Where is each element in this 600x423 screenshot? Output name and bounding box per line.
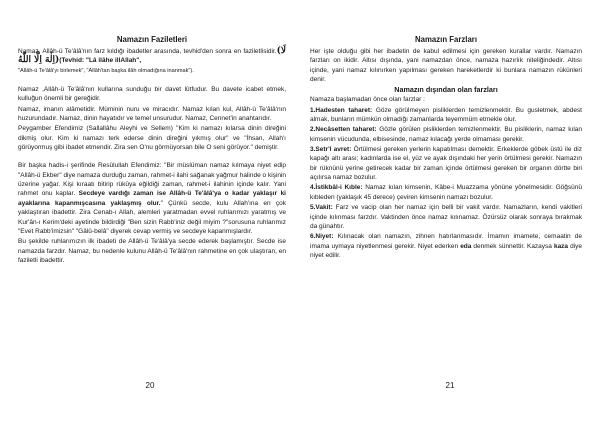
page-number: 21 <box>445 381 455 390</box>
paragraph-text: Namaz, Allâh-ü Te'âlâ'nın farz kıldığı ibadetler arasında, tevhid'den sonra en faziletlisidir. <box>18 48 277 55</box>
item-label: 4.İstikbâl-i Kıble: <box>310 184 363 192</box>
list-item <box>310 183 582 202</box>
item-text: denmek sünnettir. Kazaysa <box>471 242 554 250</box>
list-item <box>310 145 582 182</box>
paragraph <box>18 161 286 236</box>
right-page <box>300 0 600 423</box>
paragraph-text: Bir başka hadis-i şerifinde Resûlullah Efendimiz: "Bir müslüman namaz kılmaya niyet edip "Allâh-ü Ekber" diye namaza durduğu zaman, rahmet-i ilahi sağanak yağmur halinde o kişinin üzerine yağar. Kişi kıraatı bitirip rükûya eğildiği zaman, rahmet-i ilahinin içinde kalır. Yani rahmet onu kaplar. <box>18 162 287 198</box>
eda-word: eda <box>460 242 472 250</box>
paragraph: Her işte olduğu gibi her ibadetin de kabul edilmesi için gereken kurallar vardır. Namazın farzları on ikidir. Altısı dışında, yani namazdan önce, namaza hazırlık niteliğindedir. Altısı içinde, yani namaz kılınırken yapılması gereken hareketlerdir ki bunlara namazın rükünleri denir. <box>310 48 582 84</box>
paragraph-text: " Çünkü secde, kulu Allah'ına en çok yaklaştıran ibadettir. Zira Cenab-ı Allah, alemleri yaratmadan evvel ruhlarımızı yaratmış ve Kur'ân-ı Kerim'deki ayetinde bildirdiği "Ben sizin Rabb'iniz değil miyim ?"sorusuna ruhlarımız "Evet Rabb'imizsin" "Gâlû-belâ" diyerek cevap vermiş ve secdeye kapanmışlardır. <box>18 199 286 235</box>
arabic-text: (لَا اِلٰهَ اِلَّا اللّٰهُ) <box>18 46 286 66</box>
paragraph-note: "Allâh-ü Te'âlâ'yı birlemek", "Allâh'tan başka ilâh olmadığına inanmak"). <box>18 67 194 74</box>
item-label: 1.Hadesten taharet: <box>310 106 373 114</box>
list-item <box>310 106 582 125</box>
paragraph: Peygamber Efendimiz (Sallallâhu Aleyhi ve Sellem) "Kim ki namazı kılarsa dinin direğini dikmiş olur. Kim ki namazı terk ederse dinin direğini yıkmış olur" ve "İhsan, Allah'ı görüyormuş gibi ibadet etmendir. Zira sen O'nu görmüyorsan bile O seni görüyor." demiştir. <box>18 125 286 152</box>
page-number: 20 <box>145 381 155 390</box>
item-text: Örtülmesi gereken yerlerin kapatılması demektir. Erkeklerde göbek üstü ile diz kapağı altı arası; kadınlarda ise el, yüz ve ayak dışındaki her yerin örtülmesi gerekir. Namazın bir rüknünü yerine getirecek kadar bir zaman içinde örtülmesi gereken bir organın dörtte biri açılırsa namaz bozulur. <box>310 146 582 182</box>
kaza-word: kaza <box>553 242 569 250</box>
item-text: Kılınacak olan namazın, zihnen hatırlanmasıdır. İmamın imamete, cemaatin de imama uymaya niyetlenmesi gerekir. Niyet ederken <box>310 233 582 250</box>
item-text: Göze görülmeyen pisliklerden temizlenmektir. Bu gusletmek, abdest almak, bunların mümkün olmadığı zamanlarda teyemmüm etmekle olur. <box>310 106 582 124</box>
paragraph <box>18 47 286 66</box>
item-label: 3.Setr'l avret: <box>310 146 352 154</box>
page-title: Namazın Faziletleri <box>116 35 188 44</box>
item-text: Gözle görülen pisliklerden temizlenmektir. Bu pisliklerin, namaz kılan kimsenin vücudunda, elbisesinde, namaz kılacağı yerde olmaması gerekir. <box>310 126 582 143</box>
section-subtitle: Namazın dışından olan farzları <box>394 85 498 95</box>
item-label: 5.Vakit: <box>310 204 333 212</box>
paragraph: Namaz, imanın alâmetidir. Müminin nuru ve miracıdır. Namaz kılan kul, Allâh-ü Te'âlâ'nın huzurundadır. Namaz, dinin hayatıdır ve temel unsurudur. Namaz, Cennet'in anahtarıdır. <box>18 105 286 123</box>
item-text: Farz ve vacip olan her namaz için belli bir vakit vardır. Namazların, kendi vakitleri içinde kılınması farzdır. Vaktinden önce namaz kılınamaz. Özürsüz olarak sonraya bırakmak da günahtır. <box>310 204 582 230</box>
tevhid-note: (Tevhid: "Lâ ilâhe illAllah", <box>59 57 142 65</box>
item-text: diye niyet edilir. <box>310 242 583 259</box>
paragraph: Namaza başlamadan önce olan farzlar : <box>310 96 425 104</box>
item-text: Namaz kılan kimsenin, Kâbe-i Muazzama yönüne yönelmesidir. Göğsünü kıbleden (yaklaşık 45 derece) çeviren kimsenin namazı bozulur. <box>310 184 582 201</box>
paragraph: Bu şekilde ruhlarımızın ilk ibadeti de Allâh-ü Te'âlâ'ya secde ederek başlamıştır. Secde ise namazda farzdır. Namaz, bu nedenle kulunu Allâh-ü Te'âlâ'nın rahmetine en çok ulaştıran, en faziletli ibadettir. <box>18 238 286 264</box>
list-item <box>310 203 582 231</box>
item-label: 2.Necâsetten taharet: <box>310 126 377 134</box>
list-item <box>310 125 582 144</box>
page-title: Namazın Farzları <box>415 35 477 44</box>
paragraph: Namaz ,Allâh-ü Te'âlâ'nın kullarına sunduğu bir davet lûtfudur. Bu davete icabet etmek, kulluğun önemli bir gereğidir. <box>18 86 286 103</box>
item-label: 6.Niyet: <box>310 233 334 241</box>
emphasis-text: Secdeye vardığı zaman ise Allâh-ü Te'âlâ'ya o kadar yaklaşır ki ayaklarına kapanmışcasına yaklaşmış olur. <box>18 190 286 207</box>
list-item <box>310 232 582 260</box>
